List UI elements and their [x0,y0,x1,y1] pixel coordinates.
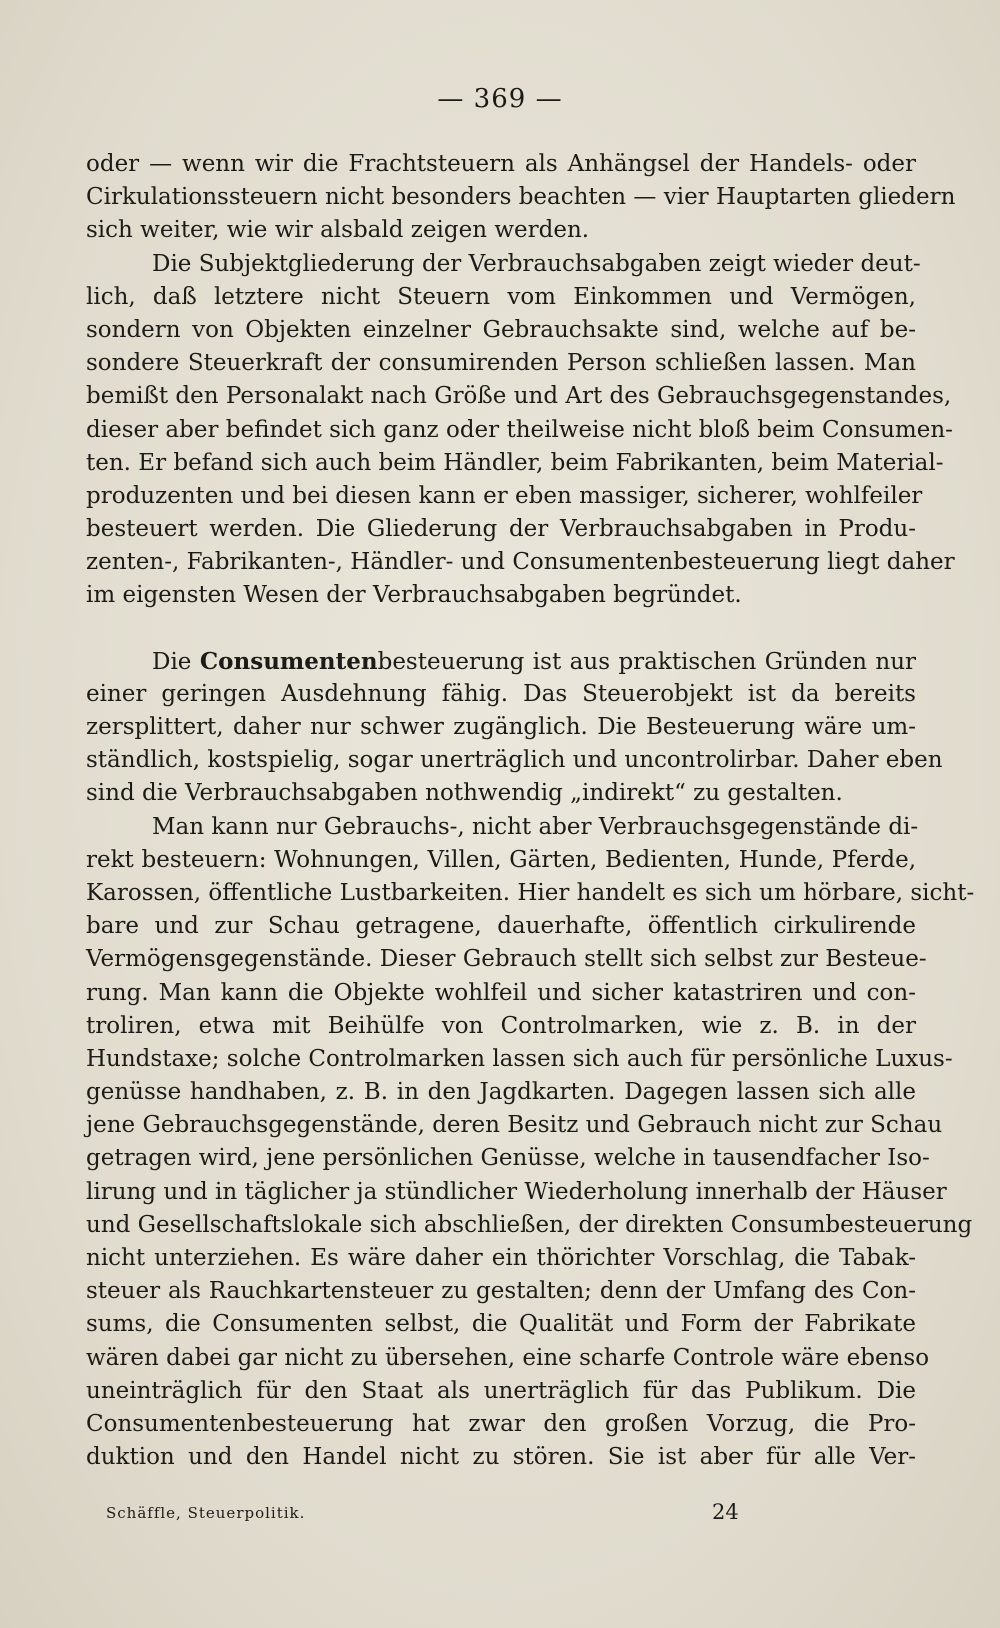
paragraph [86,148,956,248]
text-line: zenten-, Fabrikanten-, Händler- und Consumentenbesteuerung liegt daher [86,549,955,576]
text-line: dieser aber befindet sich ganz oder theilweise nicht bloß beim Consumen- [86,416,953,443]
text-line: wären dabei gar nicht zu übersehen, eine scharfe Controle wäre ebenso [86,1344,930,1371]
text-line: duktion und den Handel nicht zu stören. Sie ist aber für alle Ver- [86,1444,916,1471]
paragraph [86,811,975,1475]
text-line: getragen wird, jene persönlichen Genüsse, welche in tausendfacher Iso- [86,1145,930,1172]
text-line: sondern von Objekten einzelner Gebrauchsakte sind, welche auf be- [86,316,916,343]
text-line: Die Subjektgliederung der Verbrauchsabgaben zeigt wieder deut- [152,250,921,277]
text-line: troliren, etwa mit Beihülfe von Controlmarken, wie z. B. in der [86,1012,916,1039]
text-line: besteuert werden. Die Gliederung der Verbrauchsabgaben in Produ- [86,516,916,543]
text-line: lich, daß letztere nicht Steuern vom Einkommen und Vermögen, [86,283,916,310]
paragraph-gap [86,613,916,645]
text-line: sind die Verbrauchsabgaben nothwendig „indirekt“ zu gestalten. [86,780,843,807]
text-line: Karossen, öffentliche Lustbarkeiten. Hier handelt es sich um hörbare, sicht- [86,879,975,906]
text-line: und Gesellschaftslokale sich abschließen, der direkten Consumbesteuerung [86,1211,973,1238]
text-line: bare und zur Schau getragene, dauerhafte, öffentlich cirkulirende [86,913,916,940]
text-line: steuer als Rauchkartensteuer zu gestalten; denn der Umfang des Con- [86,1278,916,1305]
text-line: oder — wenn wir die Frachtsteuern als Anhängsel der Handels- oder [86,151,916,177]
text-line: zersplittert, daher nur schwer zugänglich. Die Besteuerung wäre um- [86,714,916,740]
text-line: nicht unterziehen. Es wäre daher ein thörichter Vorschlag, die Tabak- [86,1245,916,1271]
body-text [86,148,975,1474]
text-line: rung. Man kann die Objekte wohlfeil und sicher katastriren und con- [86,979,916,1006]
text-line: jene Gebrauchsgegenstände, deren Besitz und Gebrauch nicht zur Schau [86,1112,943,1139]
text-line: ständlich, kostspielig, sogar unerträglich und uncontrolirbar. Daher eben [86,747,943,774]
text-line: rekt besteuern: Wohnungen, Villen, Gärten, Bedienten, Hunde, Pferde, [86,846,916,873]
signature-mark: Schäffle, Steuerpolitik. [106,1504,306,1522]
text-line: einer geringen Ausdehnung fähig. Das Steuerobjekt ist da bereits [86,680,916,707]
text-line: lirung und in täglicher ja stündlicher Wiederholung innerhalb der Häuser [86,1178,947,1205]
text-line: sums, die Consumenten selbst, die Qualität und Form der Fabrikate [86,1311,916,1338]
text-line: Consumentenbesteuerung hat zwar den großen Vorzug, die Pro- [86,1410,916,1437]
text-line: Cirkulationssteuern nicht besonders beachten — vier Hauptarten gliedern [86,184,956,211]
paragraph [86,248,955,613]
text-line: uneinträglich für den Staat als unerträglich für das Publikum. Die [86,1377,916,1404]
text-line: Hundstaxe; solche Controlmarken lassen sich auch für persönliche Luxus- [86,1045,953,1072]
text-line: bemißt den Personalakt nach Größe und Art des Gebrauchsgegenstandes, [86,383,952,410]
text-line: produzenten und bei diesen kann er eben massiger, sicherer, wohlfeiler [86,482,923,509]
emphasized-term: Consumenten [199,647,378,675]
page-number: — 369 — [437,84,563,114]
text-line: im eigensten Wesen der Verbrauchsabgaben begründet. [86,582,742,609]
text-line: Man kann nur Gebrauchs-, nicht aber Verbrauchsgegenstände di- [152,813,919,840]
text-line [86,645,916,678]
text-line: genüsse handhaben, z. B. in den Jagdkarten. Dagegen lassen sich alle [86,1079,916,1106]
text-segment: besteuerung ist aus praktischen Gründen nur [377,648,917,675]
text-line: ten. Er befand sich auch beim Händler, beim Fabrikanten, beim Material- [86,449,944,476]
text-line: sich weiter, wie wir alsbald zeigen werden. [86,217,590,244]
text-line: Vermögensgegenstände. Dieser Gebrauch stellt sich selbst zur Besteue- [86,946,927,973]
text-line: sondere Steuerkraft der consumirenden Person schließen lassen. Man [86,350,916,377]
sheet-number: 24 [712,1500,739,1524]
text-segment: Die [152,648,200,675]
paragraph [86,645,943,811]
